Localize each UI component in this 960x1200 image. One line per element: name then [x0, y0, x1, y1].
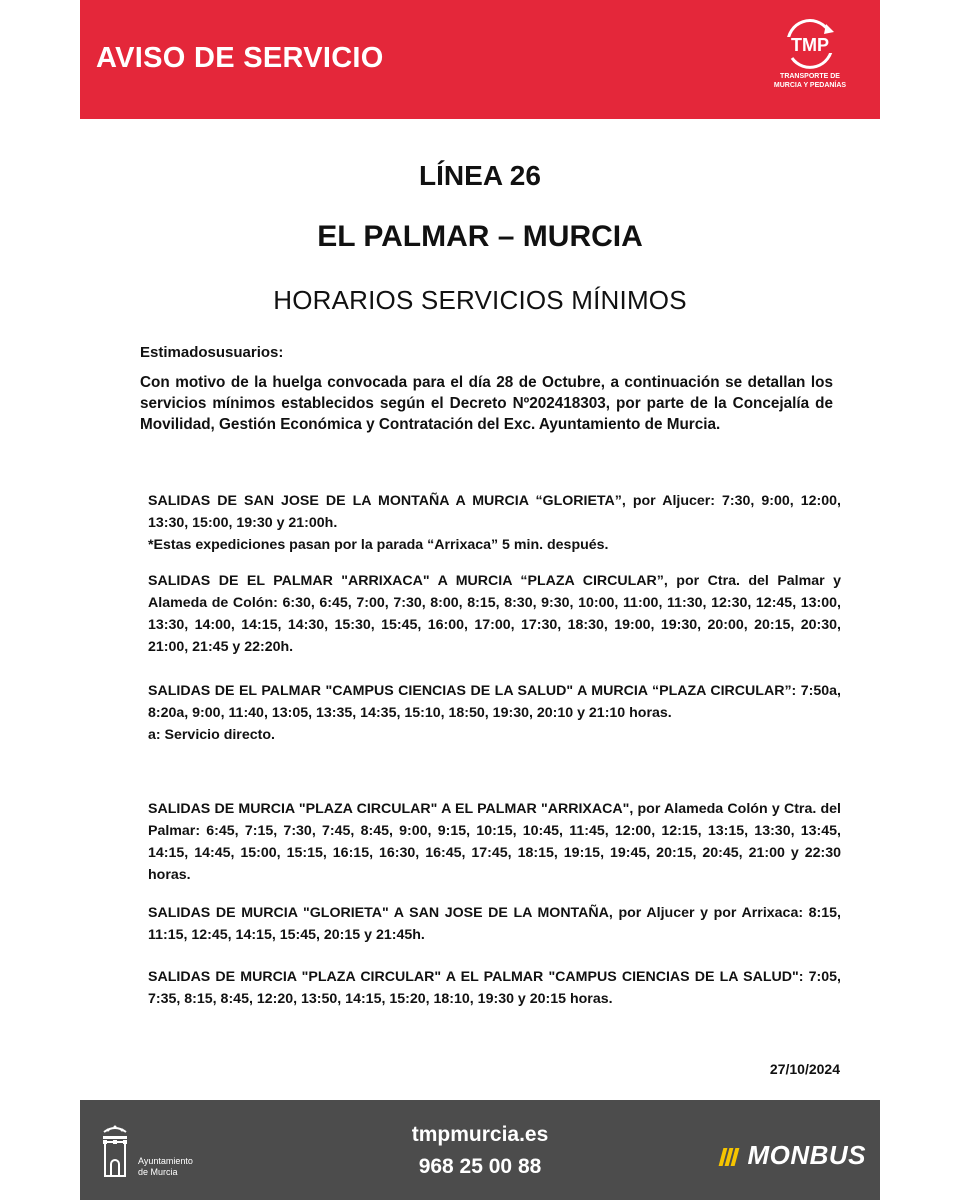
header-banner: [80, 0, 880, 119]
monbus-stripes-icon: [721, 1142, 739, 1173]
schedule-block: [148, 680, 841, 746]
line-number: LÍNEA 26: [419, 160, 541, 191]
schedule-block: [148, 902, 841, 946]
schedule-text: SALIDAS DE EL PALMAR "ARRIXACA" A MURCIA “PLAZA CIRCULAR”, por Ctra. del Palmar y Alameda de Colón: 6:30, 6:45, 7:00, 7:30, 8:00, 8:15, 8:30, 9:30, 10:00, 11:00, 11:30, 12:30, 12:45, 13:00, 13:30, 14:00, 14:15, 14:30, 15:30, 15:45, 16:00, 17:00, 17:30, 18:30, 19:00, 19:30, 20:00, 20:15, 20:30, 21:00, 21:45 y 22:20h.: [148, 573, 841, 655]
ayuntamiento-logo: [98, 1122, 218, 1186]
schedule-text: SALIDAS DE MURCIA "GLORIETA" A SAN JOSE DE LA MONTAÑA, por Aljucer y por Arrixaca: 8:15, 11:15, 12:45, 14:15, 15:45, 20:15 y 21:45h.: [148, 905, 841, 943]
schedule-text: SALIDAS DE EL PALMAR "CAMPUS CIENCIAS DE LA SALUD" A MURCIA “PLAZA CIRCULAR”: 7:50a, 8:20a, 9:00, 11:40, 13:05, 13:35, 14:35, 15:10, 18:50, 19:30, 20:10 y 21:10 horas.: [148, 683, 841, 721]
website-link[interactable]: tmpmurcia.es: [411, 1123, 549, 1146]
ayuntamiento-text: [138, 1156, 193, 1178]
schedule-block: [148, 490, 841, 556]
greeting: Estimadosusuarios:: [140, 344, 284, 361]
schedule-text: SALIDAS DE MURCIA "PLAZA CIRCULAR" A EL PALMAR "ARRIXACA", por Alameda Colón y Ctra. del Palmar: 6:45, 7:15, 7:30, 7:45, 8:45, 9:00, 9:15, 10:15, 10:45, 11:45, 12:00, 12:15, 13:15, 13:30, 13:45, 14:15, 14:45, 15:00, 15:15, 16:15, 16:30, 16:45, 17:45, 18:15, 19:15, 19:45, 20:15, 20:45, 21:00 y 22:30 horas.: [148, 801, 841, 883]
notice-date: 27/10/2024: [769, 1061, 840, 1077]
notice-title: AVISO DE SERVICIO: [96, 42, 384, 74]
schedule-note: a: Servicio directo.: [148, 727, 275, 743]
tmp-logo-sub-1: TRANSPORTE DE: [780, 73, 840, 80]
schedule-subtitle: HORARIOS SERVICIOS MÍNIMOS: [273, 285, 687, 315]
schedule-text: SALIDAS DE SAN JOSE DE LA MONTAÑA A MURCIA “GLORIETA”, por Aljucer: 7:30, 9:00, 12:00, 13:30, 15:00, 19:30 y 21:00h.: [148, 493, 841, 531]
schedule-text: SALIDAS DE MURCIA "PLAZA CIRCULAR" A EL PALMAR "CAMPUS CIENCIAS DE LA SALUD": 7:05, 7:35, 8:15, 8:45, 12:20, 13:50, 14:15, 15:20, 18:10, 19:30 y 20:15 horas.: [148, 969, 841, 1007]
tmp-logo-text: TMP: [791, 35, 829, 55]
schedule-block: [148, 798, 841, 886]
footer-bar: [80, 1100, 880, 1200]
ayuntamiento-line-1: Ayuntamiento: [138, 1156, 193, 1166]
tmp-logo-sub-2: MURCIA Y PEDANÍAS: [773, 82, 847, 89]
tmp-logo-icon: [780, 16, 840, 72]
ayuntamiento-line-2: de Murcia: [138, 1167, 178, 1177]
contact-info: [340, 1120, 620, 1182]
castle-icon: [98, 1122, 132, 1182]
route-name: EL PALMAR – MURCIA: [317, 220, 643, 253]
tmp-logo: [760, 16, 860, 100]
monbus-logo: [721, 1140, 866, 1173]
schedule-note: *Estas expediciones pasan por la parada “Arrixaca” 5 min. después.: [148, 537, 609, 553]
monbus-text: MONBUS: [747, 1140, 866, 1170]
intro-paragraph: Con motivo de la huelga convocada para el día 28 de Octubre, a continuación se detallan los servicios mínimos establecidos según el Decreto Nº202418303, por parte de la Concejalía de Movilidad, Gestión Económica y Contratación del Exc. Ayuntamiento de Murcia.: [140, 374, 833, 433]
phone-number[interactable]: 968 25 00 88: [418, 1155, 542, 1178]
schedule-block: [148, 966, 841, 1010]
schedule-block: [148, 570, 841, 658]
